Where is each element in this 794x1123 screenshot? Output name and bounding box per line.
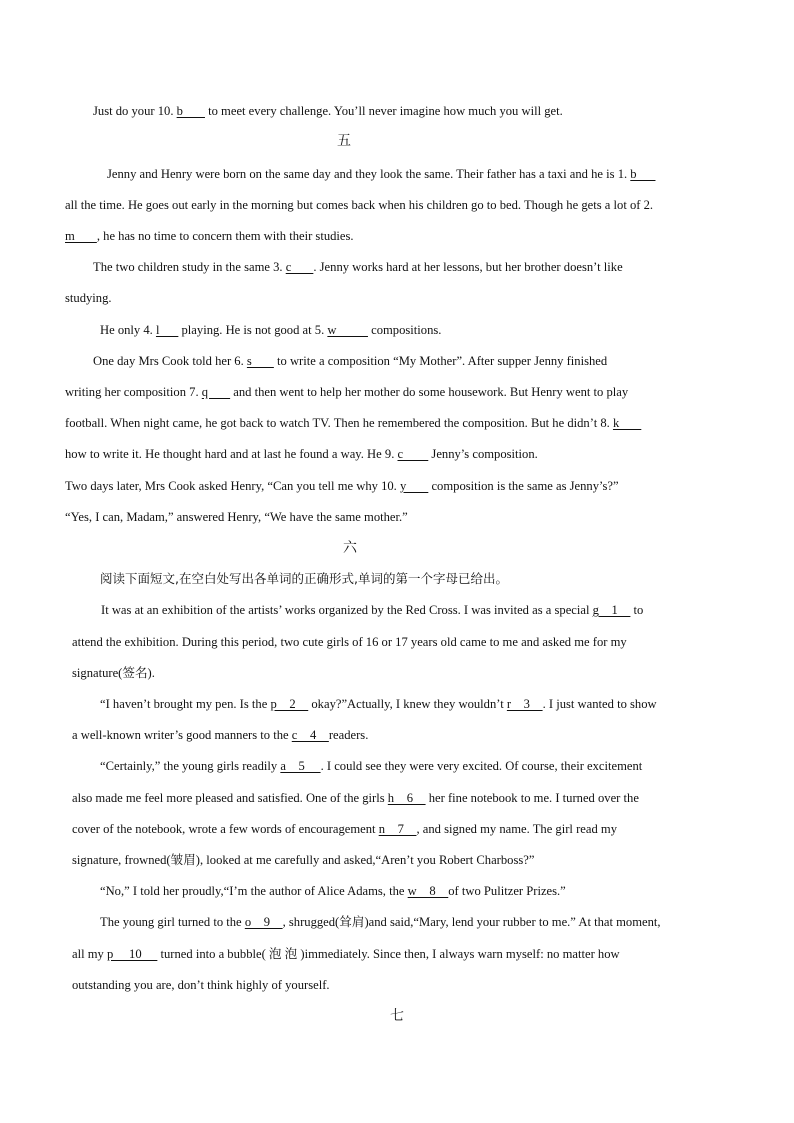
section-heading-7: 七 [390, 1009, 404, 1024]
s5-line-10 [65, 446, 538, 462]
blank-6: s [246, 354, 274, 368]
blank-7: n 7 [378, 822, 417, 836]
text: compositions. [367, 323, 442, 337]
s5-line-2 [65, 197, 653, 213]
text: attend the exhibition. During this period, two cute girls of 16 or 17 years old came to me and asked me for my [72, 635, 627, 649]
s6-line-11 [100, 914, 661, 930]
s5-line-9 [65, 415, 641, 431]
s5-line-6 [100, 322, 441, 338]
blank-10: y [399, 479, 429, 493]
text: . Jenny works hard at her lessons, but her brother doesn’t like [313, 260, 623, 274]
text: Jenny and Henry were born on the same day and they look the same. Their father has a taxi and he is 1. [107, 167, 631, 181]
s6-line-1 [101, 602, 643, 618]
text: readers. [328, 728, 369, 742]
blank-9: c [397, 447, 429, 461]
text: and then went to help her mother do some housework. But Henry went to play [230, 385, 629, 399]
text: , and signed my name. The girl read my [416, 822, 617, 836]
text: a well-known writer’s good manners to the [72, 728, 292, 742]
s6-line-5 [72, 727, 368, 743]
text: to write a composition “My Mother”. After supper Jenny finished [273, 354, 608, 368]
text: . I could see they were very excited. Of course, their excitement [320, 759, 643, 773]
s6-line-13 [72, 977, 330, 993]
text: of two Pulitzer Prizes.” [448, 884, 566, 898]
blank-2: m [65, 229, 97, 243]
blank-10: p 10 [106, 947, 158, 961]
s5-line-7 [93, 353, 607, 369]
s5-line-1 [107, 166, 655, 182]
text: Two days later, Mrs Cook asked Henry, “Can you tell me why 10. [65, 479, 400, 493]
s6-line-12 [72, 946, 620, 962]
blank-8: k [612, 416, 642, 430]
s5-line-4 [93, 259, 623, 275]
text: The young girl turned to the [100, 915, 245, 929]
blank-9: o 9 [244, 915, 283, 929]
top-line [93, 103, 563, 119]
blank-4: c 4 [291, 728, 329, 742]
text: He only 4. [100, 323, 156, 337]
text: “Yes, I can, Madam,” answered Henry, “We have the same mother.” [65, 510, 408, 524]
blank-1: g 1 [592, 603, 631, 617]
text: Jenny’s composition. [428, 447, 538, 461]
text: cover of the notebook, wrote a few words of encouragement [72, 822, 379, 836]
s6-line-10 [100, 883, 566, 899]
s6-line-4 [100, 696, 657, 712]
s5-line-12 [65, 509, 408, 525]
text: signature, frowned(皱眉), looked at me carefully and asked,“Aren’t you Robert Charboss?” [72, 853, 535, 867]
s6-line-8 [72, 821, 617, 837]
blank-6: h 6 [387, 791, 426, 805]
text: “Certainly,” the young girls readily [100, 759, 281, 773]
text: to meet every challenge. You’ll never imagine how much you will get. [204, 104, 563, 118]
text: outstanding you are, don’t think highly of yourself. [72, 978, 330, 992]
s6-line-2 [72, 634, 627, 650]
blank-4: l [155, 323, 179, 337]
text: The two children study in the same 3. [93, 260, 286, 274]
s5-line-8 [65, 384, 628, 400]
text: also made me feel more pleased and satisfied. One of the girls [72, 791, 388, 805]
blank-5: a 5 [280, 759, 321, 773]
blank-3: c [285, 260, 314, 274]
blank-2: p 2 [270, 697, 309, 711]
s6-line-7 [72, 790, 639, 806]
text: Just do your 10. [93, 104, 177, 118]
s6-line-3 [72, 665, 155, 681]
text: “No,” I told her proudly,“I’m the author of Alice Adams, the [100, 884, 408, 898]
section-heading-6: 六 [343, 541, 357, 556]
blank-8: w 8 [407, 884, 449, 898]
blank-3: r 3 [506, 697, 543, 711]
text: all my [72, 947, 107, 961]
blank-1: b [630, 167, 656, 181]
text: football. When night came, he got back to watch TV. Then he remembered the composition. But he didn’t 8. [65, 416, 613, 430]
text: One day Mrs Cook told her 6. [93, 354, 247, 368]
s6-line-6 [100, 758, 642, 774]
s6-line-9 [72, 852, 534, 868]
blank-7: q [201, 385, 231, 399]
text: her fine notebook to me. I turned over the [425, 791, 639, 805]
s5-line-3 [65, 228, 354, 244]
text: okay?”Actually, I knew they wouldn’t [308, 697, 507, 711]
text: , shrugged(耸肩)and said,“Mary, lend your rubber to me.” At that moment, [282, 915, 661, 929]
s5-line-11 [65, 478, 619, 494]
text: “I haven’t brought my pen. Is the [100, 697, 271, 711]
text: studying. [65, 291, 112, 305]
s6-instruction: 阅读下面短文,在空白处写出各单词的正确形式,单词的第一个字母已给出。 [100, 571, 508, 586]
text: all the time. He goes out early in the morning but comes back when his children go to bed. Though he gets a lot of 2. [65, 198, 654, 212]
blank: b [176, 104, 205, 118]
text: how to write it. He thought hard and at last he found a way. He 9. [65, 447, 398, 461]
s5-line-5 [65, 290, 112, 306]
text: , he has no time to concern them with their studies. [96, 229, 354, 243]
text: turned into a bubble( 泡 泡 )immediately. Since then, I always warn myself: no matter how [157, 947, 620, 961]
text: . I just wanted to show [542, 697, 657, 711]
blank-5: w [327, 323, 368, 337]
section-heading-5: 五 [337, 134, 351, 149]
text: It was at an exhibition of the artists’ works organized by the Red Cross. I was invited as a special [101, 603, 593, 617]
text: writing her composition 7. [65, 385, 202, 399]
text: composition is the same as Jenny’s?” [428, 479, 619, 493]
text: to [630, 603, 644, 617]
text: playing. He is not good at 5. [178, 323, 328, 337]
text: signature(签名). [72, 666, 155, 680]
